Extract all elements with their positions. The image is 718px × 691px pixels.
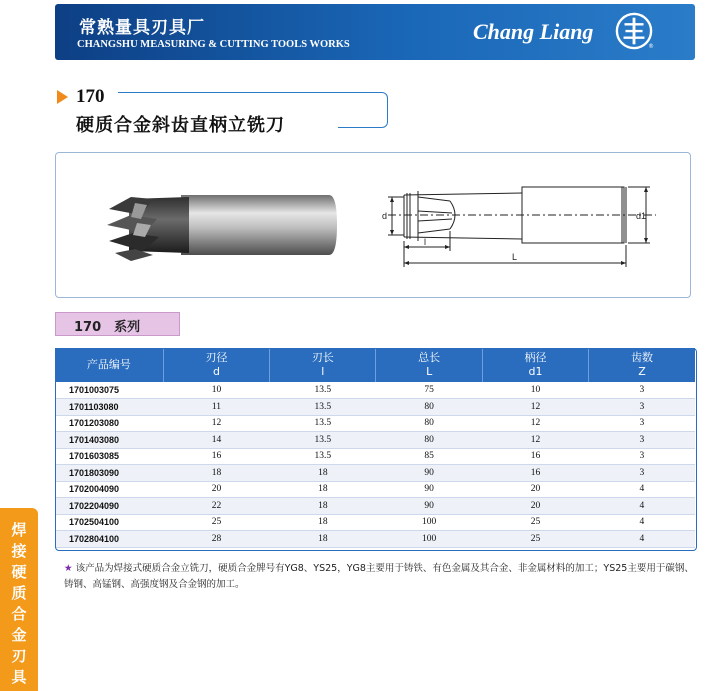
table-cell: 4 [589, 531, 695, 548]
table-cell: 75 [376, 382, 482, 399]
usage-note-text: 该产品为焊接式硬质合金立铣刀，硬质合金牌号有YG8、YS25，YG8主要用于铸铁、有色金属及其合金、非金属材料的加工；YS25主要用于碳钢、铸钢、高锰钢、高强度钢及合金钢的加工。 [64, 563, 694, 590]
table-cell: 100 [376, 531, 482, 548]
table-cell: 13.5 [270, 448, 376, 465]
product-code-cell: 1701003075 [55, 382, 163, 399]
table-cell: 18 [270, 498, 376, 515]
table-cell: 22 [163, 498, 269, 515]
star-icon: ★ [64, 563, 73, 574]
column-header-cn: 产品编号 [86, 358, 131, 371]
table-row [55, 514, 695, 531]
company-name-en: CHANGSHU MEASURING & CUTTING TOOLS WORKS [77, 39, 350, 50]
side-tab-char: 硬 [11, 563, 27, 581]
side-tab-char: 质 [11, 584, 27, 602]
table-cell: 16 [482, 448, 588, 465]
product-code-cell: 1702204090 [55, 498, 163, 515]
table-cell: 4 [589, 498, 695, 515]
product-code-cell: 1701603085 [55, 448, 163, 465]
side-tab-char: 具 [11, 668, 27, 686]
product-title: 硬质合金斜齿直柄立铣刀 [76, 115, 285, 136]
table-cell: 20 [163, 481, 269, 498]
column-header [482, 348, 588, 382]
table-row [55, 432, 695, 449]
table-cell: 3 [589, 399, 695, 416]
table-row [55, 382, 695, 399]
dim-L-label: L [512, 252, 518, 262]
table-cell: 16 [482, 465, 588, 482]
table-cell: 25 [163, 514, 269, 531]
table-cell: 25 [482, 514, 588, 531]
table-cell: 90 [376, 465, 482, 482]
table-cell: 80 [376, 415, 482, 432]
table-cell: 10 [482, 382, 588, 399]
feng-logo-icon [615, 12, 653, 50]
table-row [55, 415, 695, 432]
table-cell: 10 [163, 382, 269, 399]
table-row [55, 399, 695, 416]
table-cell: 85 [376, 448, 482, 465]
series-tag [55, 312, 180, 336]
table-row [55, 465, 695, 482]
table-cell: 3 [589, 448, 695, 465]
table-cell: 3 [589, 382, 695, 399]
column-header-symbol: l [321, 365, 325, 378]
table-cell: 18 [163, 465, 269, 482]
brand-name: Chang Liang [473, 19, 594, 44]
side-tab-char: 刃 [11, 647, 27, 665]
table-cell: 12 [482, 399, 588, 416]
table-cell: 11 [163, 399, 269, 416]
table-header-row [55, 348, 695, 382]
table-cell: 80 [376, 399, 482, 416]
product-code-cell: 1702004090 [55, 481, 163, 498]
table-cell: 13.5 [270, 432, 376, 449]
section-side-tab [0, 508, 38, 691]
table-cell: 28 [163, 531, 269, 548]
table-row [55, 531, 695, 548]
side-tab-char: 金 [11, 626, 27, 644]
table-cell: 18 [270, 514, 376, 531]
table-cell: 18 [270, 465, 376, 482]
column-header [589, 348, 695, 382]
column-header-cn: 齿数 [631, 351, 654, 364]
column-header-symbol: d1 [528, 365, 543, 378]
table-cell: 3 [589, 465, 695, 482]
table-cell: 20 [482, 498, 588, 515]
product-code-cell: 1701803090 [55, 465, 163, 482]
table-cell: 80 [376, 432, 482, 449]
column-header-cn: 刃长 [311, 351, 334, 364]
dim-d-label: d [382, 211, 388, 221]
product-illustration-box [55, 152, 691, 298]
table-row [55, 498, 695, 515]
product-number: 170 [76, 86, 105, 107]
product-code-cell: 1701203080 [55, 415, 163, 432]
dim-l-label: l [424, 237, 426, 247]
column-header-cn: 柄径 [524, 351, 547, 364]
technical-drawing [374, 167, 674, 287]
table-cell: 18 [270, 481, 376, 498]
table-cell: 14 [163, 432, 269, 449]
end-mill-photo [101, 175, 361, 285]
usage-note [64, 561, 694, 593]
title-arrow-icon [57, 90, 68, 104]
column-header-symbol: L [426, 365, 433, 378]
table-cell: 16 [163, 448, 269, 465]
column-header-cn: 刃径 [205, 351, 228, 364]
side-tab-char: 焊 [11, 521, 27, 539]
table-cell: 3 [589, 415, 695, 432]
spec-table [55, 348, 697, 548]
side-tab-char: 合 [11, 605, 27, 623]
section-side-label [10, 520, 28, 688]
side-tab-char: 接 [11, 542, 27, 560]
table-cell: 100 [376, 514, 482, 531]
column-header-symbol: d [213, 365, 220, 378]
column-header-symbol: Z [638, 365, 646, 378]
table-cell: 13.5 [270, 399, 376, 416]
product-code-cell: 1701103080 [55, 399, 163, 416]
table-cell: 18 [270, 531, 376, 548]
table-cell: 90 [376, 481, 482, 498]
series-label: 170 系列 [74, 320, 141, 335]
column-header [55, 348, 163, 382]
table-cell: 20 [482, 481, 588, 498]
svg-text:®: ® [648, 44, 654, 51]
dim-d1-label: d1 [636, 211, 647, 221]
table-cell: 25 [482, 531, 588, 548]
product-code-cell: 1701403080 [55, 432, 163, 449]
column-header [163, 348, 269, 382]
table-cell: 13.5 [270, 382, 376, 399]
table-cell: 90 [376, 498, 482, 515]
table-cell: 3 [589, 432, 695, 449]
table-cell: 12 [482, 432, 588, 449]
table-cell: 4 [589, 514, 695, 531]
column-header [376, 348, 482, 382]
company-name-cn: 常熟量具刃具厂 [79, 18, 205, 38]
table-cell: 13.5 [270, 415, 376, 432]
column-header-cn: 总长 [418, 351, 441, 364]
table-cell: 12 [163, 415, 269, 432]
table-cell: 12 [482, 415, 588, 432]
table-cell: 4 [589, 481, 695, 498]
product-code-cell: 1702804100 [55, 531, 163, 548]
table-row [55, 481, 695, 498]
header-banner [55, 4, 695, 60]
product-code-cell: 1702504100 [55, 514, 163, 531]
column-header [270, 348, 376, 382]
table-row [55, 448, 695, 465]
